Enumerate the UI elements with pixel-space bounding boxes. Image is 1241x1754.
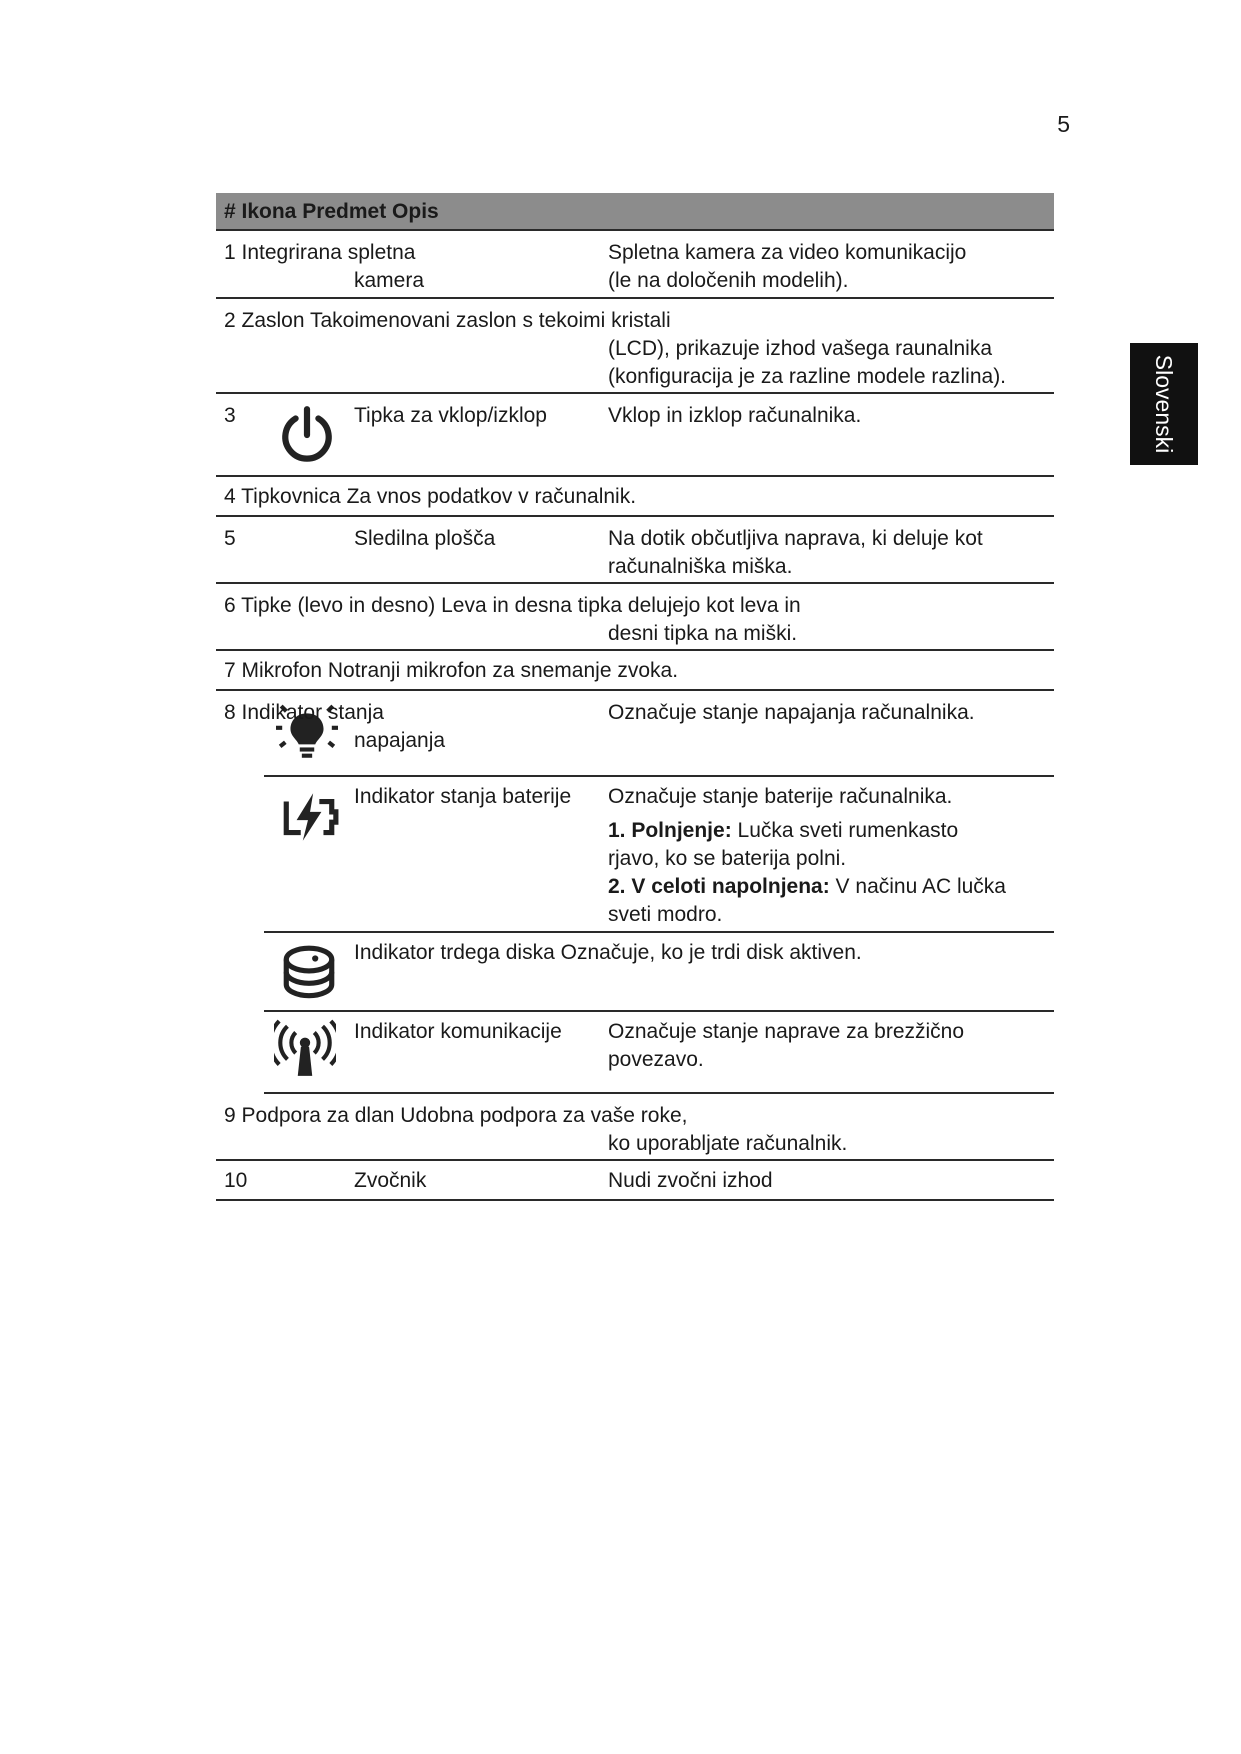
full-charge-note-cont: sveti modro. — [608, 903, 723, 926]
row-description-cont: (konfiguracija je za razline modele razlina). — [608, 365, 1007, 388]
row-description-cont: povezavo. — [608, 1048, 704, 1071]
charging-note-label: 1. Polnjenje: — [608, 819, 732, 842]
wireless-indicator-icon — [274, 1018, 336, 1080]
row-number: 3 — [224, 404, 236, 427]
table-row — [216, 517, 1054, 584]
language-tab — [1130, 343, 1198, 465]
table-row — [216, 299, 1054, 394]
row-label: Indikator trdega diska Označuje, ko je trdi disk aktiven. — [354, 941, 862, 964]
table-subrow — [264, 1012, 1054, 1094]
full-charge-note — [608, 873, 1006, 901]
row-description: Vklop in izklop računalnika. — [608, 404, 862, 427]
charging-note-text: Lučka sveti rumenkasto — [731, 819, 959, 842]
row-label: 4 Tipkovnica Za vnos podatkov v računalnik. — [224, 485, 637, 508]
charging-note — [608, 817, 958, 845]
row-description: Nudi zvočni izhod — [608, 1169, 773, 1192]
full-charge-note-text: V načinu AC lučka — [829, 875, 1006, 898]
full-charge-note-label: 2. V celoti napolnjena: — [608, 875, 830, 898]
battery-indicator-icon — [278, 785, 340, 847]
row-label-cont: napajanja — [354, 729, 446, 752]
table-subrow — [264, 775, 1054, 933]
table-row — [216, 231, 1054, 299]
row-label: 1 Integrirana spletna — [224, 241, 416, 264]
table-row — [216, 584, 1054, 651]
row-label-cont: kamera — [354, 269, 425, 292]
row-number: 5 — [224, 527, 236, 550]
row-item: Zvočnik — [354, 1169, 427, 1192]
hdd-indicator-icon — [278, 943, 340, 1005]
row-description: Na dotik občutljiva naprava, ki deluje kot — [608, 527, 983, 550]
page-number: 5 — [1057, 111, 1070, 137]
row-description: (LCD), prikazuje izhod vašega raunalnika — [608, 337, 993, 360]
language-tab-label: Slovenski — [1151, 354, 1177, 454]
row-label: 9 Podpora za dlan Udobna podpora za vaše roke, — [224, 1104, 688, 1127]
table-row — [216, 651, 1054, 691]
power-icon — [276, 404, 338, 466]
table-row — [216, 691, 1054, 775]
row-item: Indikator stanja baterije — [354, 785, 572, 808]
row-description-cont: računalniška miška. — [608, 555, 793, 578]
table-subrow — [264, 933, 1054, 1012]
table-row — [216, 1094, 1054, 1161]
table-row — [216, 1161, 1054, 1201]
row-label: 8 Indikator stanja — [224, 701, 384, 724]
row-label: 6 Tipke (levo in desno) Leva in desna tipka delujejo kot leva in — [224, 594, 801, 617]
table-header: # Ikona Predmet Opis — [216, 193, 1054, 231]
charging-note-cont: rjavo, ko se baterija polni. — [608, 847, 847, 870]
row-description: Spletna kamera za video komunikacijo — [608, 241, 967, 264]
components-table — [216, 193, 1054, 1201]
row-item: Sledilna plošča — [354, 527, 496, 550]
row-description: Označuje stanje baterije računalnika. — [608, 785, 953, 808]
row-number: 10 — [224, 1169, 248, 1192]
row-description-cont: desni tipka na miški. — [608, 622, 798, 645]
row-description: Označuje stanje napajanja računalnika. — [608, 701, 975, 724]
row-description: Označuje stanje naprave za brezžično — [608, 1020, 965, 1043]
row-label: 2 Zaslon Takoimenovani zaslon s tekoimi kristali — [224, 309, 671, 332]
row-item: Tipka za vklop/izklop — [354, 404, 547, 427]
row-description-cont: (le na določenih modelih). — [608, 269, 849, 292]
row-label: 7 Mikrofon Notranji mikrofon za snemanje zvoka. — [224, 659, 679, 682]
row-description-cont: ko uporabljate računalnik. — [608, 1132, 848, 1155]
table-row — [216, 477, 1054, 517]
row-item: Indikator komunikacije — [354, 1020, 562, 1043]
table-row — [216, 394, 1054, 477]
